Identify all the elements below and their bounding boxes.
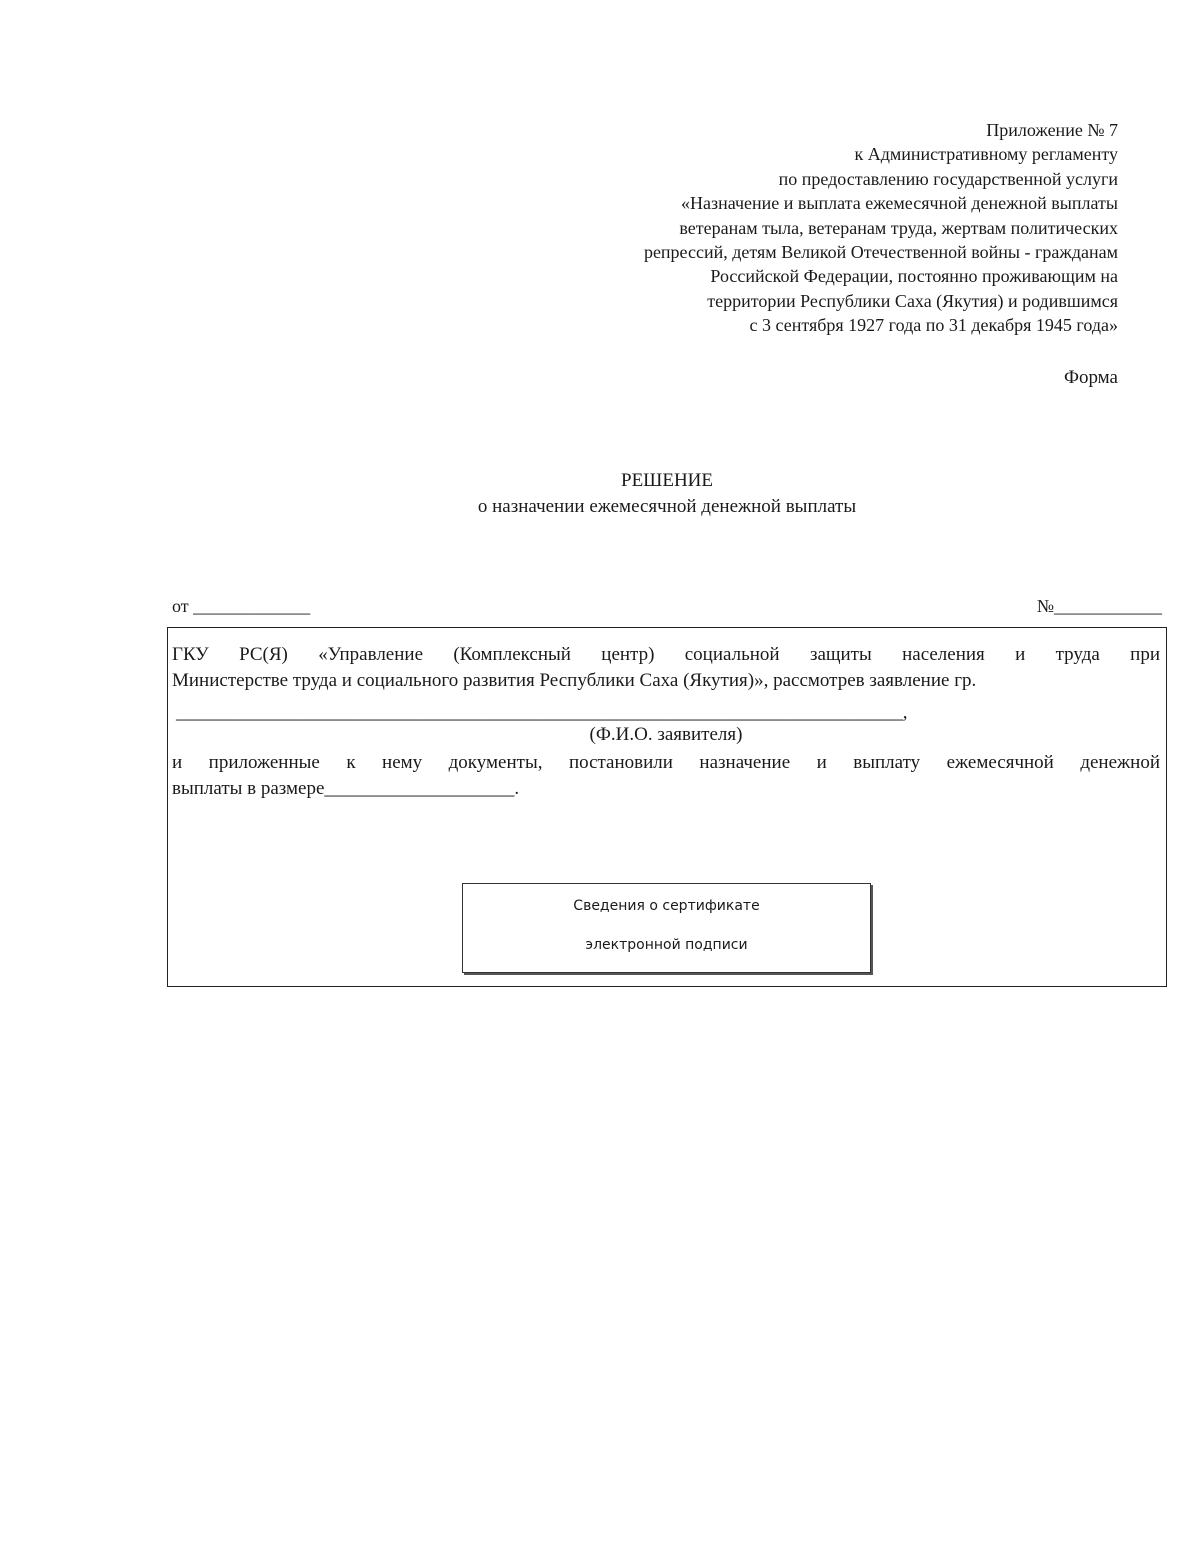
annex-line: репрессий, детям Великой Отечественной войны - гражданам [643, 242, 1118, 263]
body-line: ГКУ РС(Я) «Управление (Комплексный центр) социальной защиты населения и труда при [172, 644, 1160, 665]
applicant-name-field[interactable]: _______________________________________________________________________________, [176, 702, 908, 723]
payment-amount-field[interactable]: выплаты в размере____________________. [172, 778, 520, 799]
annex-line: по предоставлению государственной услуги [778, 168, 1118, 189]
signature-line: электронной подписи [585, 937, 748, 953]
annex-header [518, 118, 1118, 338]
body-line: и приложенные к нему документы, постановили назначение и выплату ежемесячной денежной [172, 752, 1160, 773]
annex-line: Приложение № 7 [986, 120, 1118, 140]
document-title [0, 468, 1200, 520]
signature-line: Сведения о сертификате [573, 898, 760, 914]
annex-line: с 3 сентября 1927 года по 31 декабря 1945 года» [749, 315, 1118, 336]
number-field[interactable]: №____________ [1036, 596, 1162, 616]
title-sub: о назначении ежемесячной денежной выплаты [477, 496, 857, 517]
fio-caption: (Ф.И.О. заявителя) [589, 724, 743, 745]
annex-line: территории Республики Саха (Якутия) и родившимся [707, 290, 1118, 311]
date-field[interactable]: от _____________ [172, 596, 311, 616]
form-label: Форма [1063, 367, 1118, 388]
signature-certificate-box [462, 883, 871, 973]
annex-line: ветеранам тыла, ветеранам труда, жертвам политических [679, 217, 1118, 238]
annex-line: «Назначение и выплата ежемесячной денежной выплаты [681, 193, 1118, 214]
annex-line: к Административному регламенту [854, 144, 1118, 165]
title-main: РЕШЕНИЕ [621, 470, 713, 491]
body-line: Министерстве труда и социального развития Республики Саха (Якутия)», рассмотрев заявление гр. [172, 670, 977, 691]
decision-frame [167, 627, 1167, 987]
annex-line: Российской Федерации, постоянно проживающим на [710, 266, 1118, 287]
